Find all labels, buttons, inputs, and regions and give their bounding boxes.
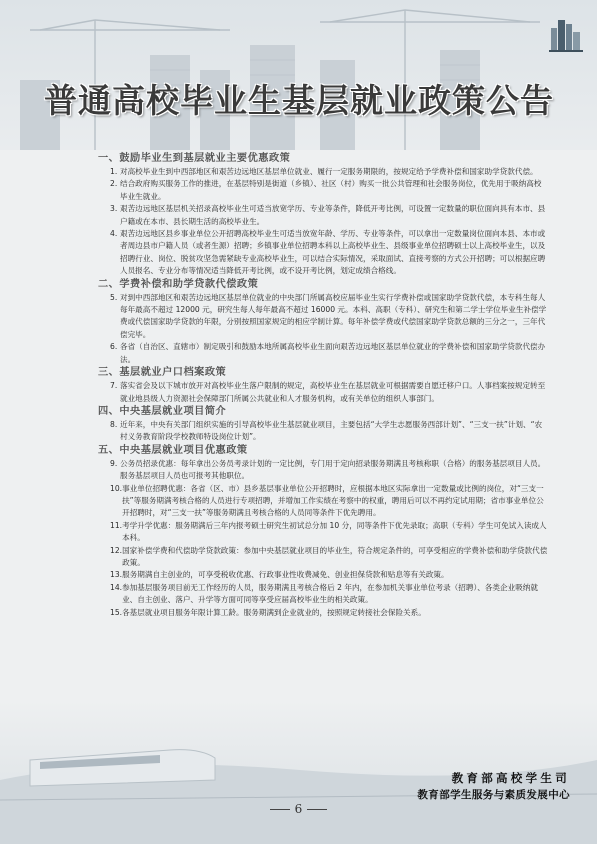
page-title: 普通高校毕业生基层就业政策公告	[44, 80, 554, 120]
list-item	[110, 545, 548, 570]
section-central-projects-benefits	[88, 444, 548, 619]
item-number: 8.	[110, 419, 118, 429]
list-item	[110, 380, 548, 405]
list-item	[110, 419, 548, 444]
item-number: 9.	[110, 458, 118, 468]
issuing-organization	[360, 770, 570, 803]
item-number: 14.	[110, 582, 123, 592]
item-text: 参加基层服务项目前无工作经历的人员，服务期满且考核合格后 2 年内，在参加机关事业单位考录（招聘）、各类企业吸纳就业、自主创业、落户、升学等方面可同等享受应届高校毕业生的相关政策。	[122, 582, 538, 605]
item-text: 艰苦边远地区基层机关招录高校毕业生可适当放宽学历、专业等条件，降低开考比例，可设置一定数量的职位面向具有本市、县户籍或在本市、县长期生活的高校毕业生。	[120, 204, 546, 226]
item-text: 各基层就业项目服务年限计算工龄。服务期满到企业就业的，按照规定转接社会保险关系。	[122, 607, 426, 617]
policy-content	[88, 152, 548, 772]
list-item	[110, 228, 548, 278]
list-item	[110, 178, 548, 203]
item-text: 对高校毕业生到中西部地区和艰苦边远地区基层单位就业、履行一定服务期限的，按规定给予学费补偿和国家助学贷款代偿。	[120, 167, 538, 176]
section-heading: 二、学费补偿和助学贷款代偿政策	[98, 278, 259, 290]
item-number: 10.	[110, 483, 123, 493]
item-number: 11.	[110, 520, 123, 530]
list-item	[110, 607, 548, 619]
item-number: 6.	[110, 342, 118, 352]
item-number: 13.	[110, 570, 123, 580]
item-number: 15.	[110, 607, 123, 617]
list-item	[110, 292, 548, 342]
item-text: 公务员招录优惠：每年拿出公务员考录计划的一定比例，专门用于定向招录服务期满且考核称职（合格）的服务基层项目人员。服务基层项目人员也可报考其他职位。	[120, 458, 546, 481]
item-number: 3.	[110, 204, 118, 214]
section-heading: 五、中央基层就业项目优惠政策	[98, 444, 248, 456]
section-heading: 一、鼓励毕业生到基层就业主要优惠政策	[98, 153, 291, 164]
item-text: 近年来，中央有关部门组织实施的引导高校毕业生基层就业项目，主要包括“大学生志愿服务西部计划”、“三支一扶”计划、“农村义务教育阶段学校教师特设岗位计划”。	[120, 419, 543, 442]
item-text: 服务期满自主创业的，可享受税收优惠、行政事业性收费减免、创业担保贷款和贴息等有关政策。	[122, 570, 449, 580]
section-central-projects-intro	[88, 405, 548, 444]
title-banner	[28, 74, 570, 122]
item-number: 1.	[110, 167, 118, 176]
item-text: 落实省会及以下城市放开对高校毕业生落户限制的规定，高校毕业生在基层就业可根据需要自愿迁移户口。人事档案按规定转至就业地县级人力资源社会保障部门所属公共就业和人才服务机构，或有关单位的组织人事部门。	[120, 381, 546, 403]
item-text: 事业单位招聘优惠：各省（区、市）县乡基层事业单位公开招聘时，应根据本地区实际拿出一定数量或比例的岗位，对“三支一扶”等服务期满考核合格的人员进行专项招聘，并增加工作实绩在考察中的权重，聘用后可以不再约定试用期；省市事业单位公开招聘时，对“三支一扶”等服务期满且考核合格的人员同等条件下优先聘用。	[122, 483, 544, 518]
section-heading: 四、中央基层就业项目简介	[98, 405, 227, 417]
list-item	[110, 483, 548, 520]
item-number: 2.	[110, 179, 118, 189]
item-text: 艰苦边远地区县乡事业单位公开招聘高校毕业生可适当放宽年龄、学历、专业等条件，可以拿出一定数量岗位面向本县、本市或者周边县市户籍人员（或者生源）招聘；乡镇事业单位招聘本科以上高校毕业生、县级事业单位招聘硕士以上高校毕业生，以及招聘行业、岗位、脱贫攻坚急需紧缺专业高校毕业生，可以结合实际情况，采取面试、直接考察的方式公开招聘；可以根据应聘人员报名、专业分布等情况适当降低开考比例，或不设开考比例，划定成绩合格线。	[120, 229, 546, 276]
list-item	[110, 458, 548, 483]
item-text: 对到中西部地区和艰苦边远地区基层单位就业的中央部门所属高校应届毕业生实行学费补偿或国家助学贷款代偿，本专科生每人每年最高不超过 12000 元，研究生每人每年最高不超过 16000 元。本科、高职（专科）、研究生和第二学士学位毕业生补偿学费或代偿国家助学贷款的年限，分别按照国家规定的相应学制计算。每年补偿学费或代偿国家助学贷款总额的三分之一，三年代偿完毕。	[120, 292, 547, 339]
item-number: 5.	[110, 292, 118, 302]
item-text: 各省（自治区、直辖市）制定吸引和鼓励本地所属高校毕业生面向艰苦边远地区基层单位就业的学费补偿和国家助学贷款代偿办法。	[120, 342, 546, 364]
list-item	[110, 341, 548, 366]
list-item	[110, 569, 548, 581]
organization-line-1: 教育部高校学生司	[451, 771, 570, 785]
item-number: 12.	[110, 545, 123, 555]
section-tuition-compensation	[88, 278, 548, 366]
section-basic-incentives	[88, 152, 548, 278]
list-item	[110, 582, 548, 607]
page-number-value: 6	[294, 802, 303, 816]
organization-line-2: 教育部学生服务与素质发展中心	[417, 789, 570, 801]
section-heading: 三、基层就业户口档案政策	[98, 367, 227, 379]
item-number: 7.	[110, 381, 118, 391]
list-item	[110, 166, 548, 178]
item-text: 国家补偿学费和代偿助学贷款政策：参加中央基层就业项目的毕业生，符合规定条件的，可享受相应的学费补偿和助学贷款代偿政策。	[122, 545, 548, 567]
item-text: 考学升学优惠：服务期满后三年内报考硕士研究生初试总分加 10 分，同等条件下优先录取；高职（专科）学生可免试入读成人本科。	[122, 520, 547, 543]
city-skyline-logo-icon	[548, 14, 584, 54]
list-item	[110, 520, 548, 545]
section-household-records	[88, 366, 548, 405]
item-number: 4.	[110, 229, 118, 239]
list-item	[110, 203, 548, 228]
item-text: 结合政府购买服务工作的推进，在基层特别是街道（乡镇）、社区（村）购买一批公共管理和社会服务岗位，优先用于吸纳高校毕业生就业。	[120, 179, 542, 201]
page-number	[0, 802, 597, 816]
